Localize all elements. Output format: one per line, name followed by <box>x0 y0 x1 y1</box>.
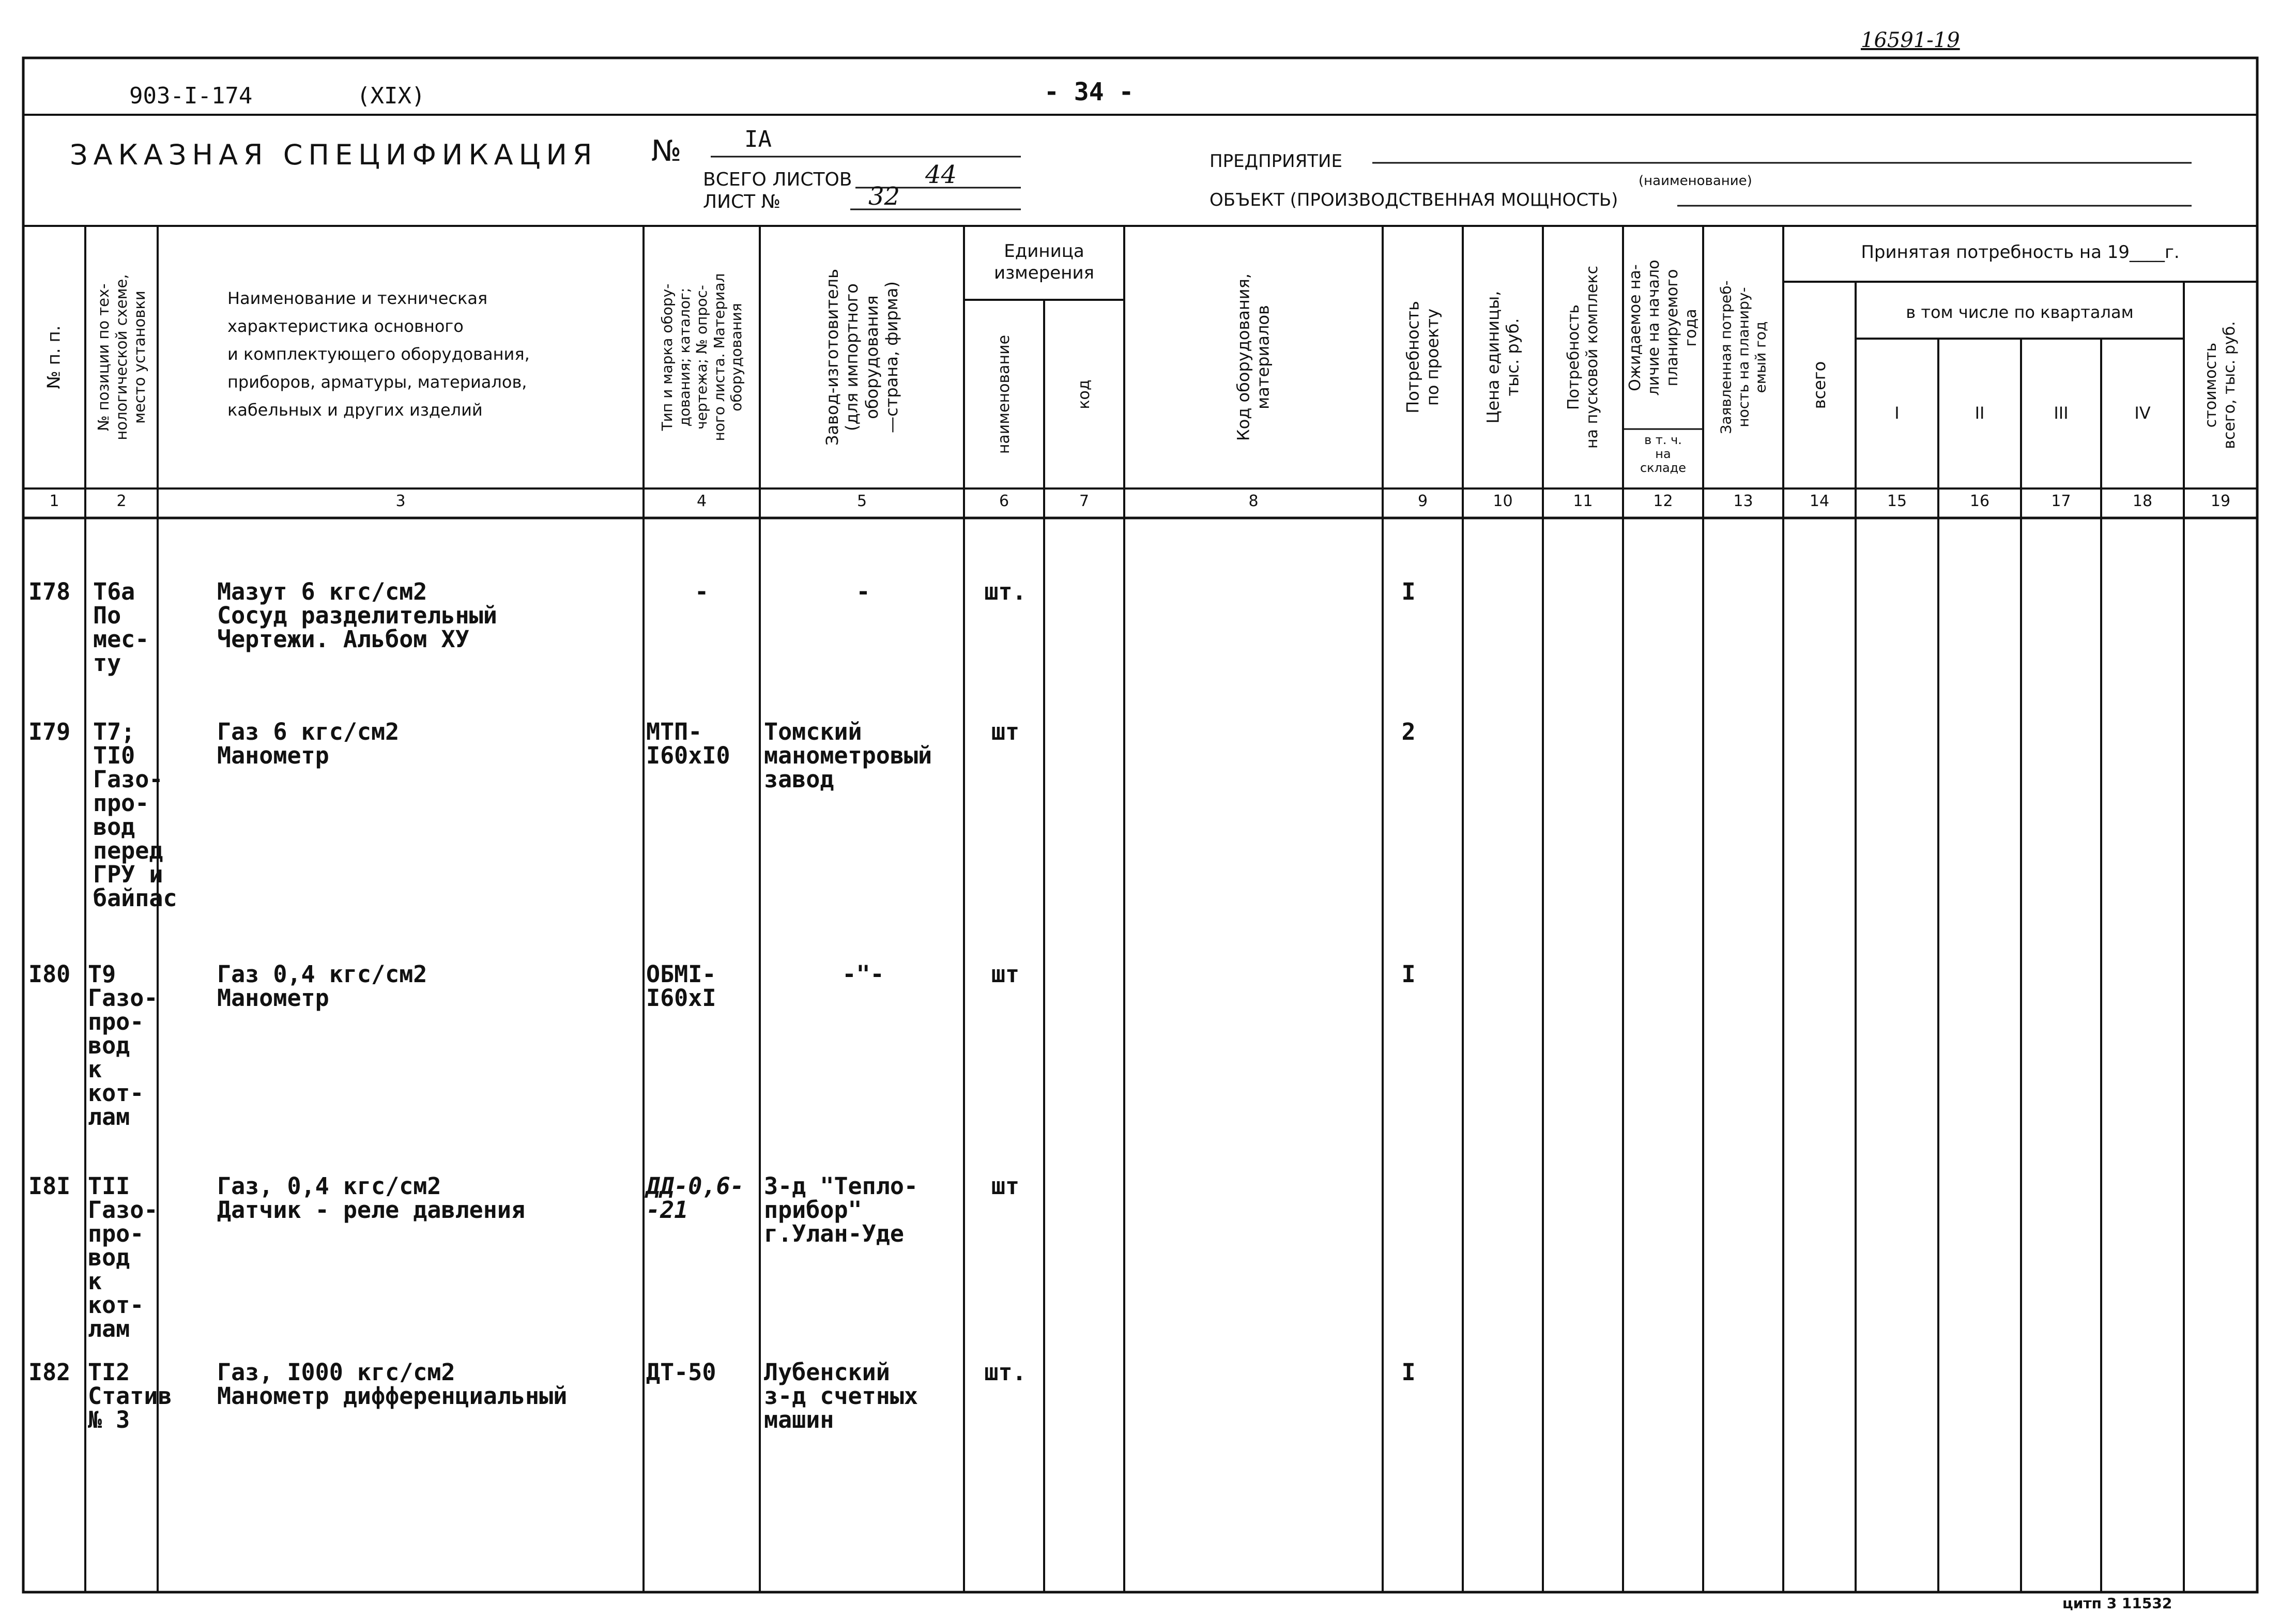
col-number: 5 <box>856 492 867 510</box>
header-col-2: № позиции по тех- нологической схеме, место установки <box>94 274 148 440</box>
row-quantity: I <box>1401 1358 1416 1386</box>
header-col-12-sub: в т. ч. на складе <box>1640 433 1687 475</box>
row-quantity: I <box>1401 578 1416 605</box>
row-unit: шт <box>991 1172 1020 1200</box>
header-col-10: Цена единицы, тыс. руб. <box>1483 291 1523 424</box>
col-number: 18 <box>2132 492 2153 510</box>
row-number: I82 <box>28 1358 71 1386</box>
header-col-17: III <box>2054 403 2069 423</box>
row-quantity: 2 <box>1401 718 1416 745</box>
row-name: Газ 0,4 кгс/см2 Манометр <box>217 960 427 1012</box>
enterprise-label: ПРЕДПРИЯТИЕ <box>1210 151 1342 172</box>
header-col-3: Наименование и техническая характеристика основного и комплектующего оборудования, приборов, арматуры, материалов, кабельных и других изделий <box>227 288 530 420</box>
row-type: ДТ-50 <box>646 1358 716 1386</box>
col-number: 9 <box>1417 492 1428 510</box>
header-unit: Единица измерения <box>993 241 1095 283</box>
header-col-8: Код оборудования, материалов <box>1233 273 1273 441</box>
total-sheets-value: 44 <box>925 160 957 189</box>
row-unit: шт. <box>984 578 1027 605</box>
object-label: ОБЪЕКТ (ПРОИЗВОДСТВЕННАЯ МОЩНОСТЬ) <box>1210 190 1618 210</box>
document-code: 903-I-174 <box>129 83 253 109</box>
row-position: T7; TI0 Газо- про- вод перед ГРУ и байпас <box>93 718 177 912</box>
header-accepted: Принятая потребность на 19____г. <box>1861 242 2180 263</box>
col-number: 14 <box>1809 492 1830 510</box>
row-position: TII Газо- про- вод к кот- лам <box>88 1172 158 1342</box>
row-unit: шт <box>991 960 1020 988</box>
row-type: ДД-0,6- -21 <box>646 1172 744 1224</box>
row-position: T6a По мес- ту <box>93 578 149 677</box>
row-type: МТП- I60xI0 <box>646 718 730 769</box>
row-plant: З-д "Тепло- прибор" г.Улан-Уде <box>764 1172 919 1247</box>
header-col-18: IV <box>2134 403 2151 423</box>
header-col-6: наименование <box>994 334 1013 454</box>
row-name: Мазут 6 кгс/см2 Сосуд разделительный Чертежи. Альбом ХУ <box>217 578 497 653</box>
spec-number: IA <box>744 126 772 152</box>
col-number: 13 <box>1733 492 1753 510</box>
row-type: - <box>694 578 709 605</box>
row-type: ОБМI- I60xI <box>646 960 716 1012</box>
row-number: I79 <box>28 718 71 745</box>
row-number: I8I <box>28 1172 71 1200</box>
col-number: 2 <box>116 492 127 510</box>
col-number: 11 <box>1573 492 1593 510</box>
page-number: - 34 - <box>1044 78 1134 106</box>
col-number: 10 <box>1493 492 1513 510</box>
number-sign: № <box>651 134 682 168</box>
document-title: ЗАКАЗНАЯ СПЕЦИФИКАЦИЯ <box>70 139 598 171</box>
naming-note: (наименование) <box>1639 173 1752 189</box>
row-name: Газ 6 кгс/см2 Манометр <box>217 718 400 769</box>
header-col-19: стоимость всего, тыс. руб. <box>2202 321 2239 449</box>
col-number: 16 <box>1969 492 1990 510</box>
row-unit: шт. <box>984 1358 1027 1386</box>
col-number: 19 <box>2210 492 2231 510</box>
row-position: TI2 Статив № 3 <box>88 1358 172 1433</box>
sheet-code-top: 16591-19 <box>1861 28 1960 52</box>
header-col-16: II <box>1974 403 1985 423</box>
sheet-number-value: 32 <box>868 182 900 211</box>
col-number: 12 <box>1653 492 1673 510</box>
row-unit: шт <box>991 718 1020 745</box>
col-number: 1 <box>49 492 59 510</box>
header-col-5: Завод-изготовитель (для импортного оборудования —страна, фирма) <box>822 269 901 446</box>
row-number: I80 <box>28 960 71 988</box>
col-number: 6 <box>999 492 1009 510</box>
row-plant: -"- <box>842 960 884 988</box>
header-col-9: Потребность по проекту <box>1403 301 1443 414</box>
col-number: 17 <box>2051 492 2071 510</box>
header-col-7: код <box>1075 379 1093 409</box>
row-position: T9 Газо- про- вод к кот- лам <box>88 960 158 1131</box>
row-quantity: I <box>1401 960 1416 988</box>
document-part: (XIX) <box>357 83 425 109</box>
col-number: 8 <box>1248 492 1259 510</box>
footer-code: цитп 3 11532 <box>2062 1595 2172 1612</box>
header-col-13: Заявленная потреб- ность на планиру- емый год <box>1717 280 1769 434</box>
header-col-12: Ожидаемое на- личие на начало планируемого года <box>1626 259 1700 396</box>
sheet-number-label: ЛИСТ № <box>703 191 781 212</box>
header-quarters: в том числе по кварталам <box>1906 302 2134 322</box>
row-name: Газ, I000 кгс/см2 Манометр дифференциальный <box>217 1358 568 1410</box>
header-col-1: № п. п. <box>43 325 65 389</box>
col-number: 3 <box>395 492 406 510</box>
header-col-11: Потребность на пусковой комплекс <box>1564 266 1601 449</box>
header-col-14: всего <box>1809 361 1829 409</box>
row-name: Газ, 0,4 кгс/см2 Датчик - реле давления <box>217 1172 526 1224</box>
col-number: 7 <box>1079 492 1090 510</box>
row-plant: Томский манометровый завод <box>764 718 932 793</box>
header-col-4: Тип и марка обору- дования; каталог; чертежа; № опрос- ного листа. Материал оборудования <box>658 273 745 441</box>
total-sheets-label: ВСЕГО ЛИСТОВ <box>703 169 852 190</box>
col-number: 15 <box>1887 492 1907 510</box>
col-number: 4 <box>696 492 707 510</box>
row-number: I78 <box>28 578 71 605</box>
row-plant: - <box>856 578 870 605</box>
header-col-15: I <box>1894 403 1900 423</box>
row-plant: Лубенский з-д счетных машин <box>764 1358 919 1433</box>
